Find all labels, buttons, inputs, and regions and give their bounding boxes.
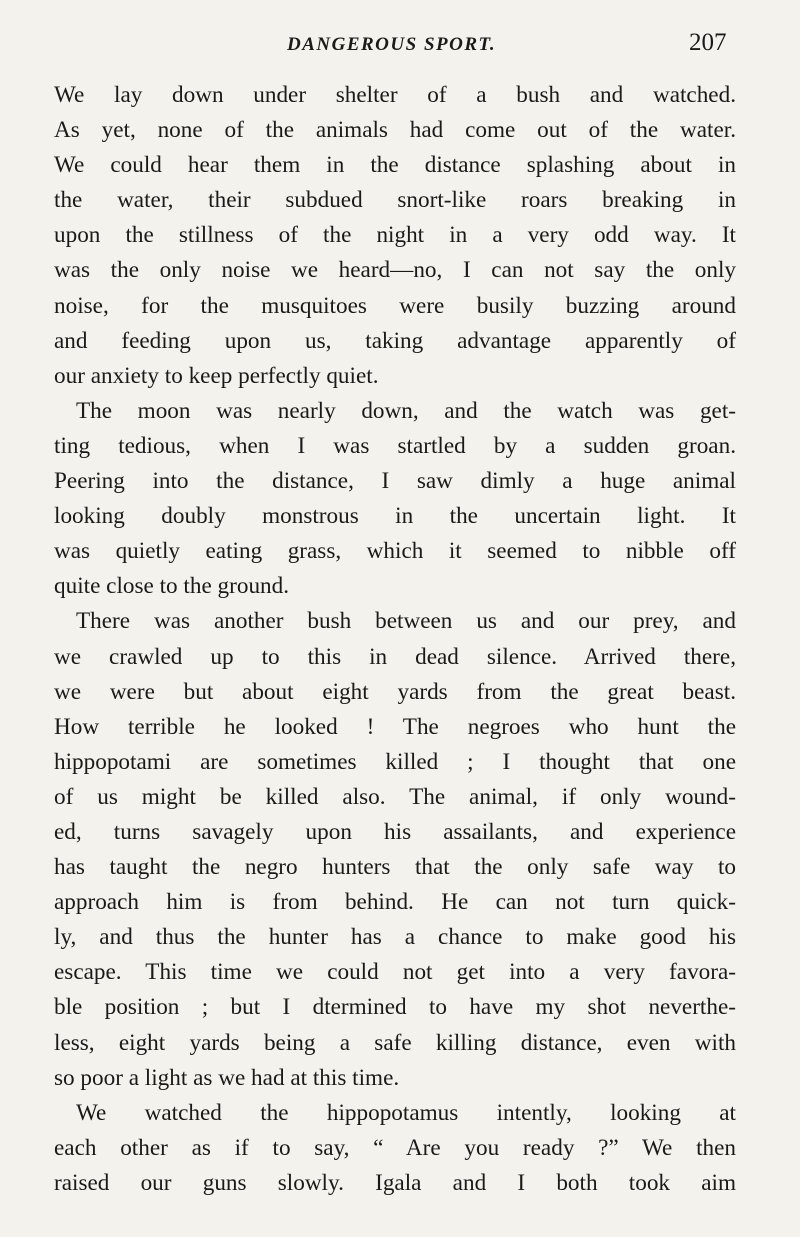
text-line: ting tedious, when I was startled by a sudden groan. xyxy=(54,432,736,459)
text-line: our anxiety to keep perfectly quiet. xyxy=(54,362,379,389)
text-line: so poor a light as we had at this time. xyxy=(54,1064,400,1091)
page-number: 207 xyxy=(689,29,727,56)
paragraph xyxy=(54,1096,736,1201)
text-line: and feeding upon us, taking advantage apparently of xyxy=(54,327,736,354)
text-line: The moon was nearly down, and the watch was get- xyxy=(76,397,736,424)
text-line: We could hear them in the distance splashing about in xyxy=(54,152,736,179)
text-line: was the only noise we heard—no, I can not say the only xyxy=(54,257,736,284)
text-line: each other as if to say, “ Are you ready ?” We then xyxy=(54,1134,736,1161)
text-line: ble position ; but I dtermined to have my shot neverthe- xyxy=(54,994,736,1021)
text-line: less, eight yards being a safe killing distance, even with xyxy=(54,1029,736,1056)
text-line: raised our guns slowly. Igala and I both took aim xyxy=(54,1169,736,1196)
paragraph xyxy=(54,78,736,394)
text-line: looking doubly monstrous in the uncertain light. It xyxy=(54,503,736,530)
text-line: ly, and thus the hunter has a chance to make good his xyxy=(54,924,736,951)
text-line: we crawled up to this in dead silence. Arrived there, xyxy=(54,643,736,670)
text-line: the water, their subdued snort-like roars breaking in xyxy=(54,187,736,214)
text-line: has taught the negro hunters that the only safe way to xyxy=(54,854,736,881)
text-line: There was another bush between us and our prey, and xyxy=(76,608,736,635)
body-text xyxy=(54,78,736,1201)
text-line: noise, for the musquitoes were busily buzzing around xyxy=(54,292,736,319)
text-line: As yet, none of the animals had come out of the water. xyxy=(54,117,736,144)
text-line: Peering into the distance, I saw dimly a huge animal xyxy=(54,468,736,495)
text-line: upon the stillness of the night in a very odd way. It xyxy=(54,222,736,249)
running-head xyxy=(0,28,800,62)
text-line: quite close to the ground. xyxy=(54,573,290,600)
text-line: ed, turns savagely upon his assailants, and experience xyxy=(54,818,736,845)
text-line: hippopotami are sometimes killed ; I thought that one xyxy=(54,748,736,775)
text-line: escape. This time we could not get into a very favora- xyxy=(54,959,736,986)
text-line: We lay down under shelter of a bush and watched. xyxy=(54,82,736,108)
paragraph xyxy=(54,394,736,605)
text-line: we were but about eight yards from the great beast. xyxy=(54,678,736,705)
running-title: DANGEROUS SPORT. xyxy=(287,34,497,55)
text-line: approach him is from behind. He can not turn quick- xyxy=(54,889,736,916)
text-line: How terrible he looked ! The negroes who hunt the xyxy=(54,713,736,740)
paragraph xyxy=(54,604,736,1095)
text-line: We watched the hippopotamus intently, looking at xyxy=(76,1099,736,1126)
text-line: of us might be killed also. The animal, if only wound- xyxy=(54,783,736,810)
text-line: was quietly eating grass, which it seemed to nibble off xyxy=(54,538,736,565)
